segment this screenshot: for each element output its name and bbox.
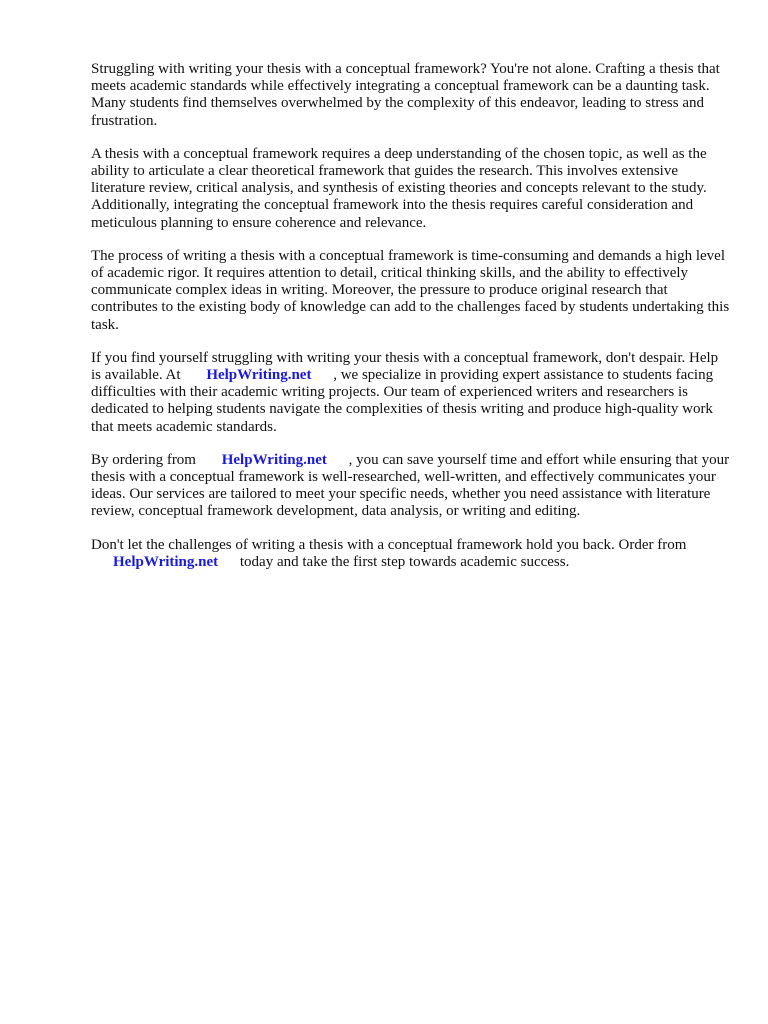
paragraph-requirements-text: A thesis with a conceptual framework requires a deep understanding of the chosen topic, as well as the ability to articulate a clear theoretical framework that guides the research. This involves extensive literature review, critical analysis, and synthesis of existing theories and concepts relevant to the study. Additionally, integrating the conceptual framework into the thesis requires careful consideration and meticulous planning to ensure coherence and relevance.	[91, 145, 707, 231]
paragraph-help	[91, 350, 731, 436]
helpwriting-link-1[interactable]: HelpWriting.net	[206, 367, 312, 384]
paragraph-ordering-text-after: , you can save yourself time and effort while ensuring that your thesis with a conceptual framework is well-researched, well-written, and effectively communicates your ideas. Our services are tailored to meet your specific needs, whether you need assistance with literature review, conceptual framework development, data analysis, or writing and editing.	[91, 451, 730, 520]
helpwriting-link-3[interactable]: HelpWriting.net	[113, 553, 219, 570]
paragraph-cta-text-after: today and take the first step towards academic success.	[239, 553, 570, 570]
paragraph-process	[91, 248, 731, 334]
paragraph-cta-text-before: Don't let the challenges of writing a thesis with a conceptual framework hold you back. Order from	[91, 536, 687, 553]
paragraph-process-text: The process of writing a thesis with a conceptual framework is time-consuming and demands a high level of academic rigor. It requires attention to detail, critical thinking skills, and the ability to effectively communicate complex ideas in writing. Moreover, the pressure to produce original research that contributes to the existing body of knowledge can add to the challenges faced by students undertaking this task.	[91, 247, 730, 333]
paragraph-requirements	[91, 146, 731, 232]
helpwriting-link-2[interactable]: HelpWriting.net	[221, 451, 327, 468]
paragraph-help-text-before: If you find yourself struggling with writing your thesis with a conceptual framework, don't despair. Help is available. At	[91, 349, 719, 384]
paragraph-ordering	[91, 452, 731, 521]
paragraph-intro	[91, 61, 731, 130]
paragraph-intro-text: Struggling with writing your thesis with a conceptual framework? You're not alone. Crafting a thesis that meets academic standards while effectively integrating a conceptual framework can be a daunting task. Many students find themselves overwhelmed by the complexity of this endeavor, leading to stress and frustration.	[91, 61, 720, 129]
paragraph-ordering-text-before: By ordering from	[91, 451, 196, 468]
paragraph-help-text-after: , we specialize in providing expert assistance to students facing difficulties with their academic writing projects. Our team of experienced writers and researchers is dedicated to helping students navigate the complexities of thesis writing and produce high-quality work that meets academic standards.	[91, 367, 714, 435]
document-page	[91, 61, 731, 587]
paragraph-call-to-action	[91, 537, 731, 571]
